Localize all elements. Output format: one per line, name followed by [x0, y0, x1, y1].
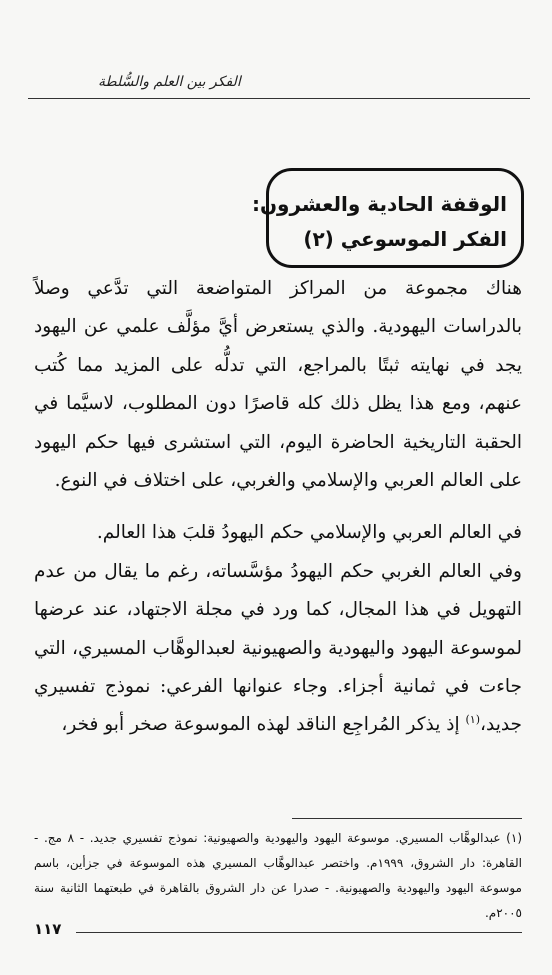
paragraph-1: هناك مجموعة من المراكز المتواضعة التي تدَّعي وصلاً بالدراسات اليهودية. والذي يستعرض أيَّ مؤلَّف علمي عن اليهود يجد في نهايته ثبتًا بالمراجع، التي تدلُّه على المزيد مما كُتب عنهم، ومع هذا يظل ذلك كله قاصرًا دون المطلوب، لاسيَّما في الحقبة التاريخية الحاضرة اليوم، التي استشرى فيها حكم اليهود على العالم العربي والإسلامي والغربي، على اختلاف في النوع.: [34, 278, 522, 492]
section-heading-subtitle: الفكر الموسوعي (٢): [303, 227, 507, 251]
paragraph-2-text: وفي العالم الغربي حكم اليهودُ مؤسَّساته، رغم ما يقال من عدم التهويل في هذا المجال، كما ورد في مجلة الاجتهاد، عند عرضها لموسوعة اليهود واليهودية والصهيونية لعبدالوهَّاب المسيري، التي جاءت في ثمانية أجزاء. وجاء عنوانها الفرعي: نموذج تفسيري جديد،: [34, 560, 522, 736]
body-text: [34, 270, 522, 745]
running-header: [28, 70, 530, 102]
page-footer: [34, 920, 522, 944]
running-header-title: الفكر بين العلم والسُّلطة: [98, 74, 241, 90]
page-number: ١١٧: [34, 920, 67, 938]
footnotes: [34, 826, 522, 926]
footnote-reference[interactable]: (١): [465, 713, 481, 727]
paragraph-2-lead: في العالم العربي والإسلامي حكم اليهودُ قلبَ هذا العالم.: [96, 522, 522, 544]
footer-rule: [76, 932, 522, 933]
section-heading-title: الوقفة الحادية والعشرون:: [251, 192, 507, 216]
footnote-rule: [292, 818, 522, 819]
paragraph-2-tail: إذ يذكر المُراجِع الناقد لهذه الموسوعة صخر أبو فخر،: [61, 714, 466, 736]
header-rule: [28, 98, 530, 99]
section-heading-box: [251, 168, 524, 268]
paragraph-2: [34, 553, 522, 745]
footnote-1: (١) عبدالوهَّاب المسيري. موسوعة اليهود واليهودية والصهيونية: نموذج تفسيري جديد. - ٨ مج. - القاهرة: دار الشروق، ١٩٩٩م. واختصر عبدالوهَّاب المسيري هذه الموسوعة في جزأين، باسم موسوعة اليهود واليهودية والصهيونية. - صدرا عن دار الشروق بالقاهرة في طبعتهما الثانية سنة ٢٠٠٥م.: [34, 831, 522, 920]
